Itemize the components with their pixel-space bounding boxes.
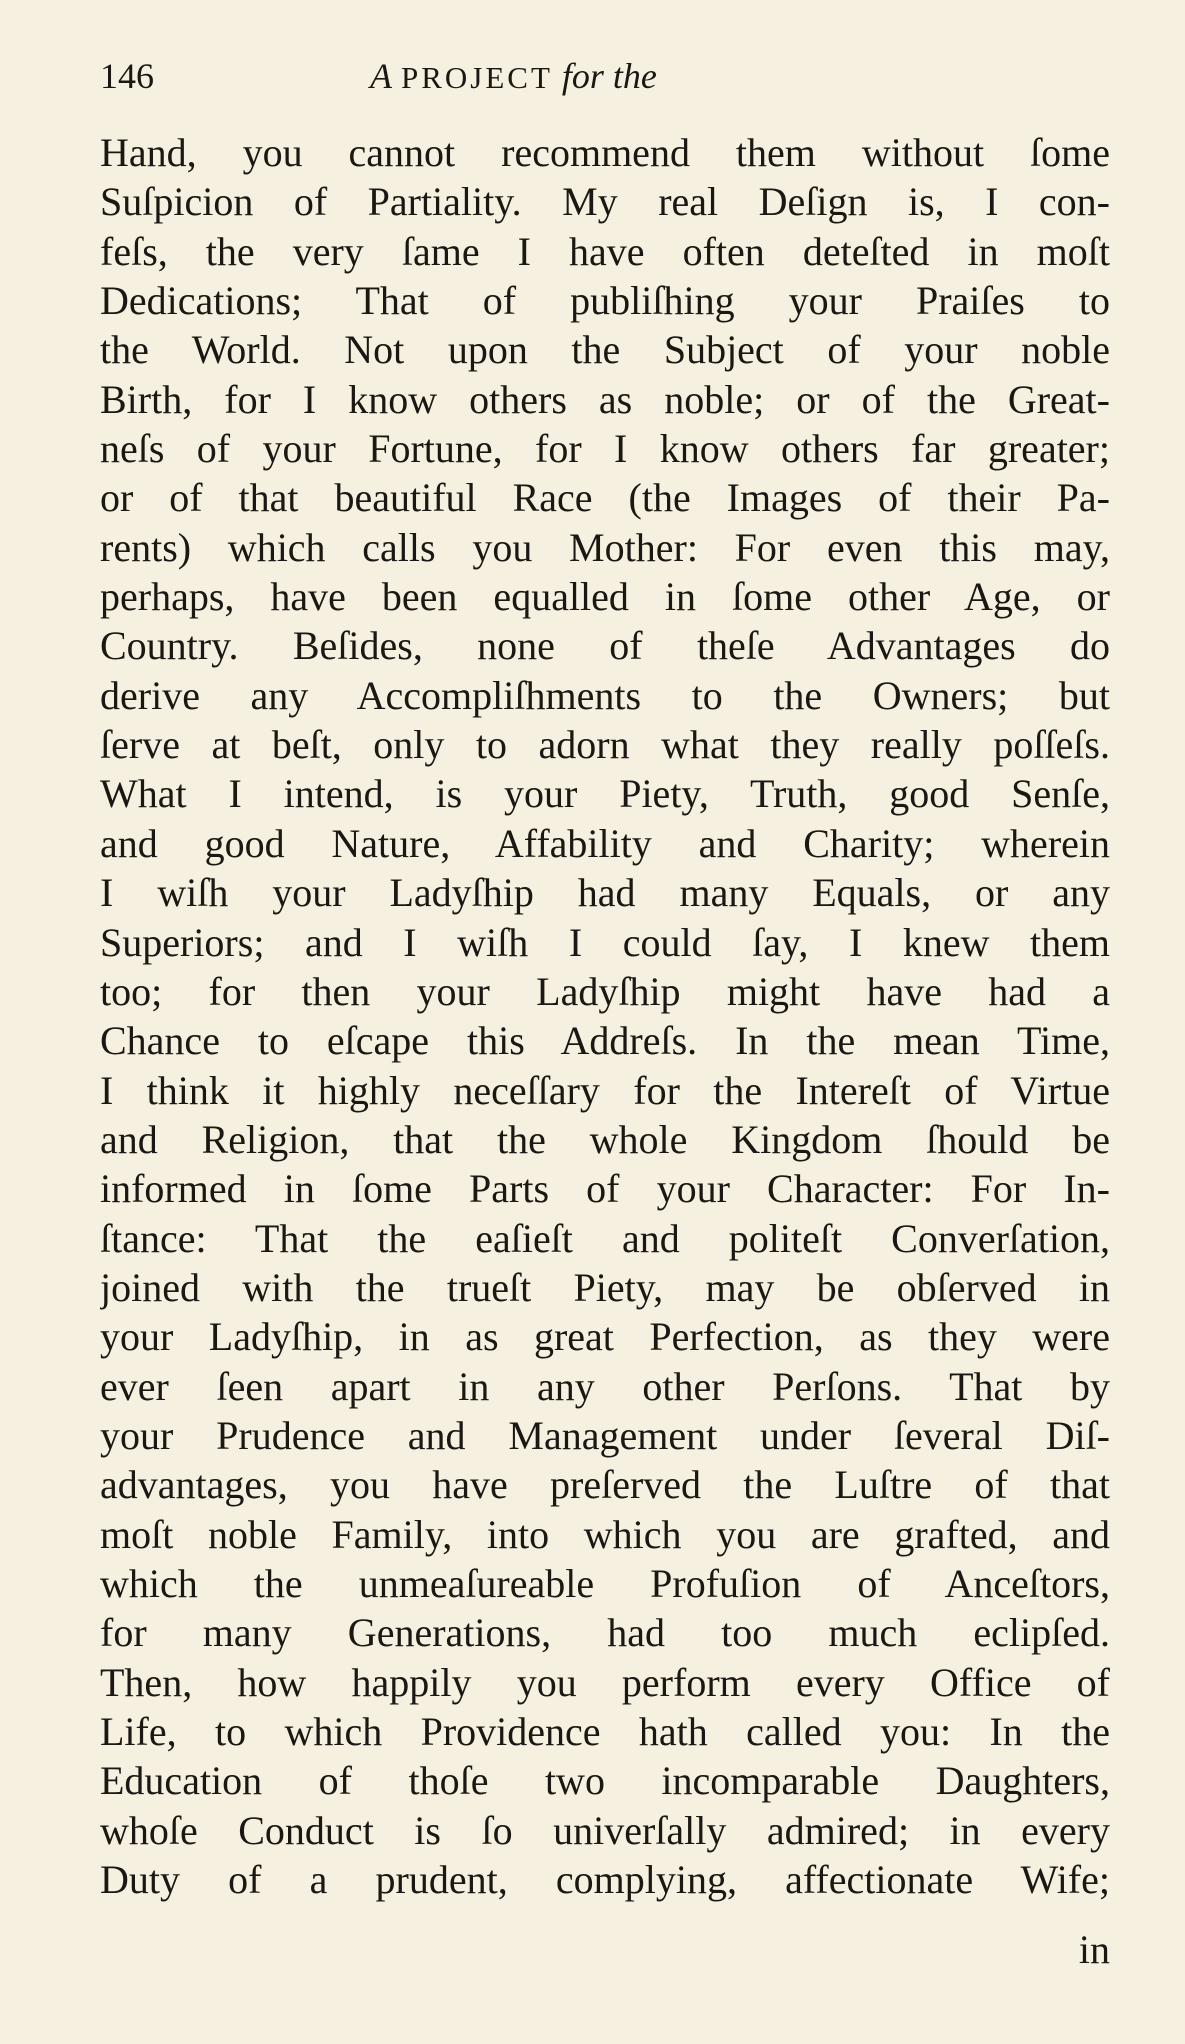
text-line: Chance to eſcape this Addreſs. In the mean Time, (100, 1018, 1110, 1064)
text-line: Education of thoſe two incomparable Daughters, (100, 1758, 1110, 1804)
text-line: informed in ſome Parts of your Character: For In- (100, 1166, 1110, 1212)
text-line: I think it highly neceſſary for the Intereſt of Virtue (100, 1067, 1110, 1113)
text-line: Dedications; That of publiſhing your Praiſes to (100, 278, 1110, 324)
text-line: the World. Not upon the Subject of your noble (100, 327, 1110, 373)
running-head-tail: for the (561, 56, 657, 96)
text-line: What I intend, is your Piety, Truth, good Senſe, (100, 771, 1110, 817)
running-head-title: PROJECT (401, 60, 553, 95)
text-line: and Religion, that the whole Kingdom ſhould be (100, 1116, 1110, 1162)
text-line: your Prudence and Management under ſeveral Diſ- (100, 1412, 1110, 1458)
text-line: ſtance: That the eaſieſt and politeſt Converſation, (100, 1215, 1110, 1261)
text-line: derive any Accompliſhments to the Owners; but (100, 672, 1110, 718)
text-line: rents) which calls you Mother: For even this may, (100, 524, 1110, 570)
text-line: feſs, the very ſame I have often deteſted in moſt (100, 228, 1110, 274)
text-line: I wiſh your Ladyſhip had many Equals, or any (100, 870, 1110, 916)
text-line: moſt noble Family, into which you are grafted, and (100, 1511, 1110, 1557)
text-line: Then, how happily you perform every Office of (100, 1659, 1110, 1705)
text-line: ever ſeen apart in any other Perſons. That by (100, 1363, 1110, 1409)
text-line: advantages, you have preſerved the Luſtre of that (100, 1462, 1110, 1508)
text-line: Hand, you cannot recommend them without ſome (100, 130, 1110, 175)
text-line: perhaps, have been equalled in ſome other Age, or (100, 574, 1110, 620)
text-line: Life, to which Providence hath called you: In the (100, 1709, 1110, 1754)
text-line: ſerve at beſt, only to adorn what they really poſſeſs. (100, 722, 1110, 768)
text-line: neſs of your Fortune, for I know others far greater; (100, 426, 1110, 472)
catchword: in (1078, 1927, 1110, 1972)
text-line: and good Nature, Affability and Charity; wherein (100, 820, 1110, 866)
text-line: Country. Beſides, none of theſe Advantages do (100, 623, 1110, 669)
text-line: Suſpicion of Partiality. My real Deſign is, I con- (100, 179, 1110, 225)
text-line: Duty of a prudent, complying, affectionate Wife; (100, 1857, 1110, 1903)
body-text (100, 128, 1110, 1904)
text-line: too; for then your Ladyſhip might have had a (100, 968, 1110, 1014)
text-line: for many Generations, had too much eclipſed. (100, 1610, 1110, 1656)
text-line: which the unmeaſureable Profuſion of Anceſtors, (100, 1560, 1110, 1606)
page-header (100, 55, 1100, 115)
running-head (370, 55, 657, 97)
running-head-article: A (370, 56, 392, 96)
page-number: 146 (100, 56, 154, 96)
text-line: or of that beautiful Race (the Images of their Pa- (100, 475, 1110, 521)
text-line: Superiors; and I wiſh I could ſay, I knew them (100, 919, 1110, 965)
text-line: Birth, for I know others as noble; or of the Great- (100, 376, 1110, 422)
text-line: joined with the trueſt Piety, may be obſerved in (100, 1264, 1110, 1310)
text-line: whoſe Conduct is ſo univerſally admired; in every (100, 1807, 1110, 1853)
text-line: your Ladyſhip, in as great Perfection, as they were (100, 1314, 1110, 1360)
